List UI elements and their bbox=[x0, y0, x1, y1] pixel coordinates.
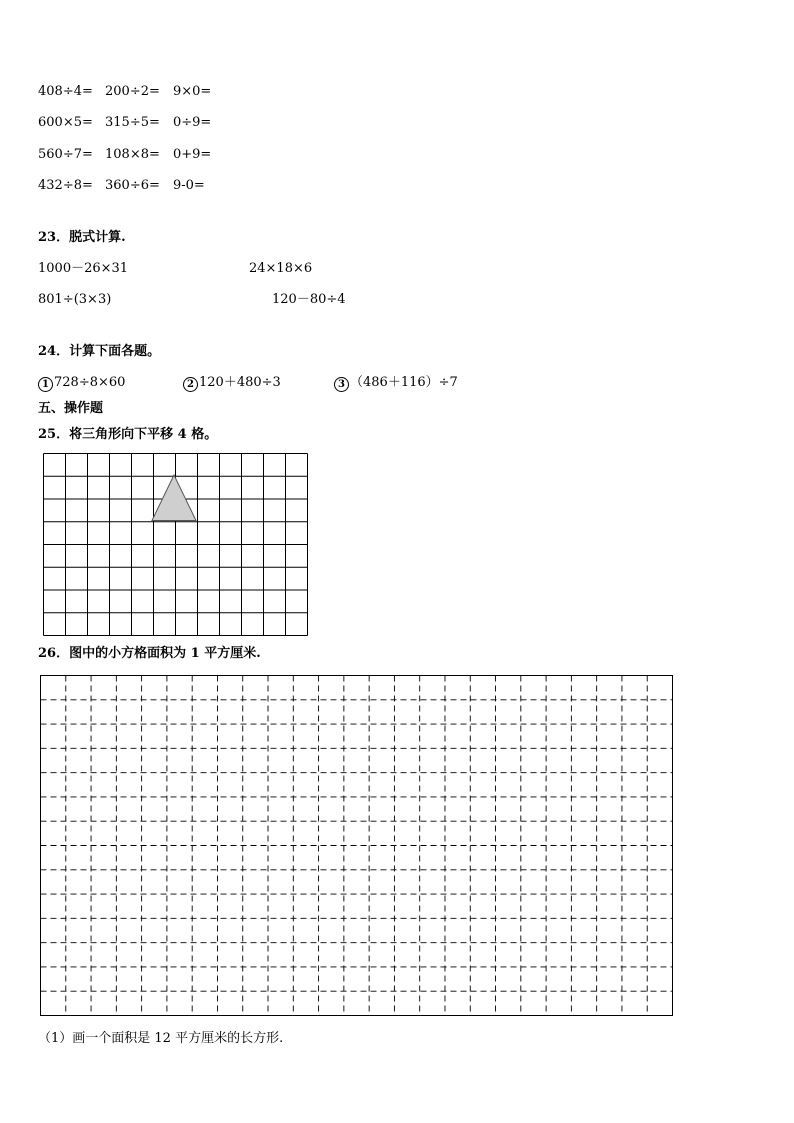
calc-3-1: 560÷7= bbox=[38, 147, 93, 162]
dashed-grid-lines bbox=[41, 676, 673, 1016]
q24-title: 24．计算下面各题。 bbox=[38, 344, 161, 359]
calc-4-3: 9-0= bbox=[173, 178, 205, 193]
calc-3-3: 0+9= bbox=[173, 147, 212, 162]
calc-1-3: 9×0= bbox=[173, 84, 212, 99]
calc-2-2: 315÷5= bbox=[105, 115, 160, 130]
calc-4-1: 432÷8= bbox=[38, 178, 93, 193]
calc-2-1: 600×5= bbox=[38, 115, 93, 130]
q24-item-2 bbox=[183, 375, 281, 392]
calc-4-2: 360÷6= bbox=[105, 178, 160, 193]
calc-1-1: 408÷4= bbox=[38, 84, 93, 99]
section-title: 五、操作题 bbox=[38, 401, 104, 416]
q26-title: 26．图中的小方格面积为 1 平方厘米. bbox=[38, 646, 261, 661]
circled-number: 3 bbox=[334, 377, 349, 392]
q24-expr-1: 728÷8×60 bbox=[54, 375, 126, 390]
q24-expr-2: 120＋480÷3 bbox=[199, 375, 281, 390]
calc-2-3: 0÷9= bbox=[173, 115, 212, 130]
q24-item-3 bbox=[334, 375, 458, 392]
circled-number: 2 bbox=[183, 377, 198, 392]
q25-grid bbox=[42, 452, 308, 638]
calc-3-2: 108×8= bbox=[105, 147, 160, 162]
q23-item-3: 801÷(3×3) bbox=[38, 292, 112, 307]
q24-expr-3: （486＋116）÷7 bbox=[350, 375, 458, 390]
triangle-shape[interactable] bbox=[152, 475, 196, 521]
circled-number: 1 bbox=[38, 377, 53, 392]
q26-grid bbox=[39, 674, 676, 1019]
q23-item-4: 120－80÷4 bbox=[272, 292, 346, 307]
q23-title: 23．脱式计算. bbox=[38, 230, 126, 245]
q23-item-2: 24×18×6 bbox=[249, 261, 313, 276]
q25-title: 25．将三角形向下平移 4 格。 bbox=[38, 427, 218, 442]
q26-sub1: （1）画一个面积是 12 平方厘米的长方形. bbox=[38, 1031, 284, 1046]
q24-item-1 bbox=[38, 375, 125, 392]
q23-item-1: 1000－26×31 bbox=[38, 261, 129, 276]
calc-1-2: 200÷2= bbox=[105, 84, 160, 99]
